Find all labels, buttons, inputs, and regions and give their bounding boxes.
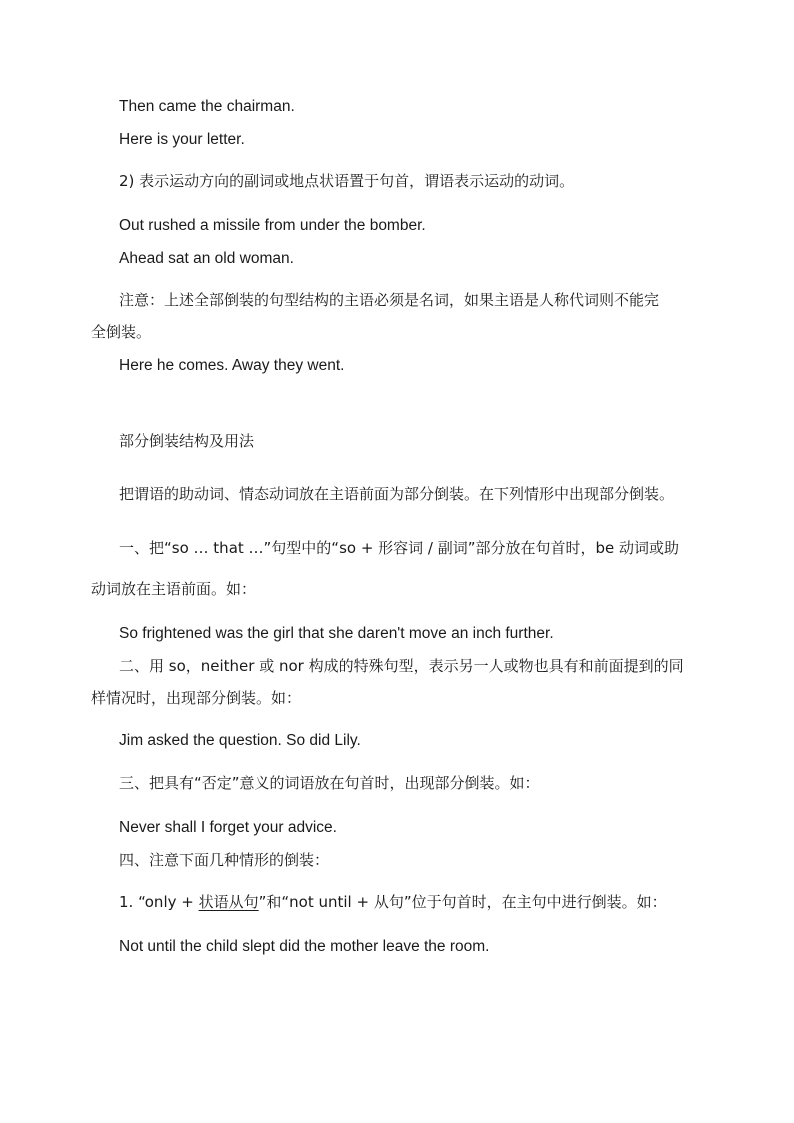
example-sentence: Here is your letter. [119,131,245,148]
example-sentence: Not until the child slept did the mother leave the room. [119,938,490,955]
rule-text-end: ”和“not until + 从句”位于句首时，在主句中进行倒装。如： [258,893,667,911]
example-sentence: Ahead sat an old woman. [119,250,294,267]
example-sentence: Out rushed a missile from under the bomber. [119,217,426,234]
note-paragraph: 注意：上述全部倒装的句型结构的主语必须是名词，如果主语是人称代词则不能完 [119,291,660,309]
example-sentence: Never shall I forget your advice. [119,819,337,836]
rule-paragraph-cont: 样情况时，出现部分倒装。如： [91,689,302,707]
example-sentence: Jim asked the question. So did Lily. [119,732,361,749]
section-heading: 部分倒装结构及用法 [119,432,255,450]
rule-paragraph-cont: 动词放在主语前面。如： [91,580,257,598]
underlined-term: 状语从句 [198,893,259,911]
note-paragraph-cont: 全倒装。 [91,323,152,341]
section-intro: 把谓语的助动词、情态动词放在主语前面为部分倒装。在下列情形中出现部分倒装。 [119,485,675,503]
rule-heading: 四、注意下面几种情形的倒装： [119,851,330,869]
rule-paragraph: 二、用 so，neither 或 nor 构成的特殊句型，表示另一人或物也具有和前面提到的同 [119,657,684,675]
rule-paragraph [119,891,667,913]
example-sentence: Here he comes. Away they went. [119,357,345,374]
rule-paragraph: 一、把“so … that …”句型中的“so + 形容词 / 副词”部分放在句首时，be 动词或助 [119,539,680,557]
rule-heading: 2) 表示运动方向的副词或地点状语置于句首，谓语表示运动的动词。 [119,172,575,190]
rule-text-start: 1. “only + [119,893,199,911]
rule-paragraph: 三、把具有“否定”意义的词语放在句首时，出现部分倒装。如： [119,774,540,792]
example-sentence: So frightened was the girl that she daren't move an inch further. [119,625,554,642]
example-sentence: Then came the chairman. [119,98,295,115]
